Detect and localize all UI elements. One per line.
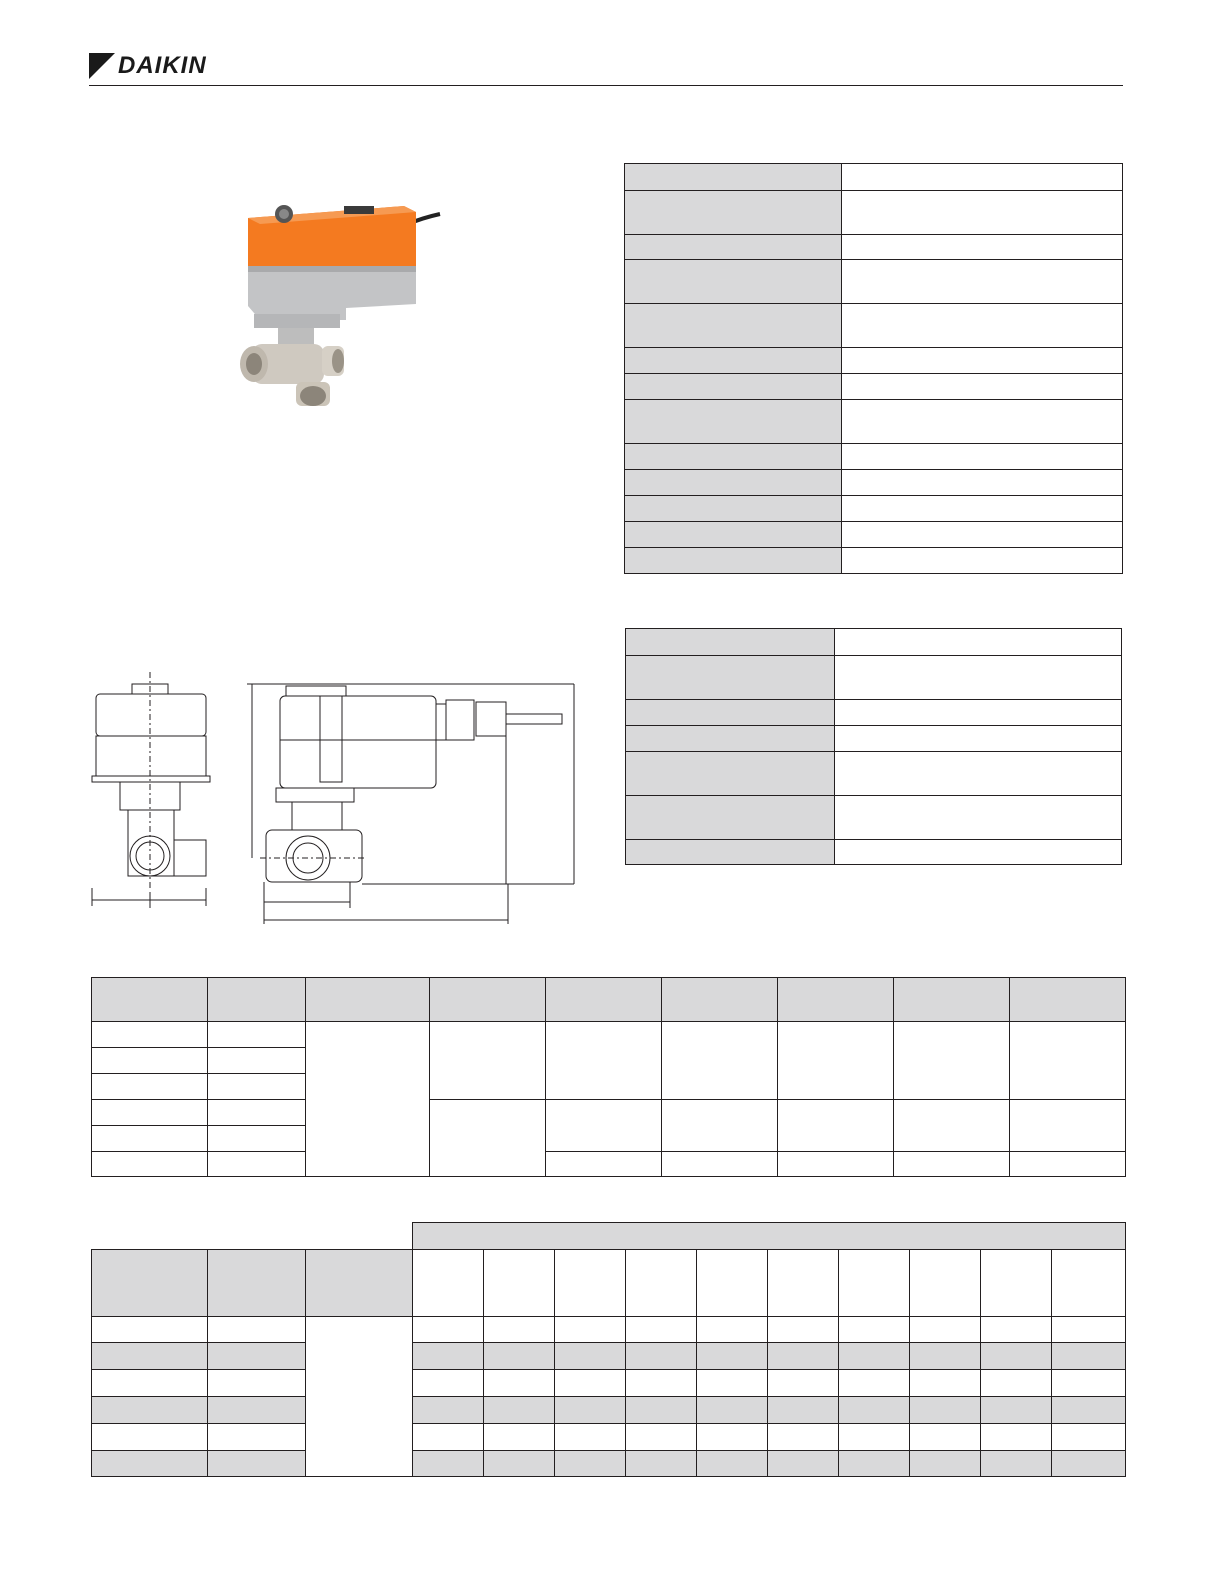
table-cell	[662, 1100, 778, 1152]
table-cell	[1010, 1022, 1126, 1100]
table-cell	[92, 1343, 208, 1370]
table-cell	[208, 1250, 306, 1317]
table-cell	[910, 1397, 981, 1424]
daikin-triangle-icon	[89, 53, 115, 79]
table-cell	[839, 1424, 910, 1451]
table-cell	[894, 1100, 1010, 1152]
table-cell	[625, 496, 842, 522]
actuator-valve-photo	[226, 196, 452, 414]
table-cell	[625, 470, 842, 496]
table-cell	[1010, 978, 1126, 1022]
table-cell	[555, 1370, 626, 1397]
table-cell	[626, 700, 835, 726]
table-cell	[626, 726, 835, 752]
table-cell	[413, 1397, 484, 1424]
table-cell	[768, 1397, 839, 1424]
table-cell	[1010, 1152, 1126, 1177]
table-cell	[839, 1397, 910, 1424]
table-cell	[1052, 1451, 1126, 1477]
table-cell	[626, 656, 835, 700]
table-cell	[626, 752, 835, 796]
table-cell	[894, 1152, 1010, 1177]
table-cell	[910, 1451, 981, 1477]
table-cell	[697, 1343, 768, 1370]
table-cell	[92, 1074, 208, 1100]
table-cell	[208, 1100, 306, 1126]
table-cell	[626, 1397, 697, 1424]
flow-table	[91, 1222, 1126, 1477]
table-cell	[484, 1424, 555, 1451]
table-cell	[839, 1370, 910, 1397]
table-cell	[625, 374, 842, 400]
table-cell	[413, 1343, 484, 1370]
table-cell	[768, 1343, 839, 1370]
table-cell	[1010, 1100, 1126, 1152]
table-cell	[842, 304, 1123, 348]
table-cell	[778, 978, 894, 1022]
table-cell	[626, 796, 835, 840]
table-cell	[768, 1451, 839, 1477]
table-cell	[626, 1250, 697, 1317]
table-cell	[842, 548, 1123, 574]
table-cell	[768, 1250, 839, 1317]
table-cell	[910, 1250, 981, 1317]
table-cell	[92, 1100, 208, 1126]
table-cell	[697, 1451, 768, 1477]
table-cell	[842, 164, 1123, 191]
table-cell	[778, 1022, 894, 1100]
table-cell	[546, 1152, 662, 1177]
table-cell	[842, 260, 1123, 304]
table-cell	[306, 1250, 413, 1317]
table-cell	[910, 1317, 981, 1343]
table-cell	[835, 656, 1122, 700]
table-cell	[555, 1317, 626, 1343]
table-cell	[430, 1100, 546, 1177]
table-cell	[625, 164, 842, 191]
table-cell	[555, 1451, 626, 1477]
table-cell	[981, 1451, 1052, 1477]
table-cell	[835, 700, 1122, 726]
table-cell	[92, 1152, 208, 1177]
table-cell	[208, 1126, 306, 1152]
table-cell	[842, 522, 1123, 548]
table-cell	[981, 1370, 1052, 1397]
table-cell	[662, 978, 778, 1022]
valve-dimension-drawing	[84, 668, 584, 930]
table-cell	[835, 629, 1122, 656]
table-cell	[555, 1250, 626, 1317]
table-cell	[839, 1343, 910, 1370]
table-cell	[413, 1223, 1126, 1250]
table-cell	[835, 752, 1122, 796]
table-cell	[842, 444, 1123, 470]
table-cell	[306, 978, 430, 1022]
table-cell	[697, 1424, 768, 1451]
table-cell	[839, 1317, 910, 1343]
table-cell	[484, 1451, 555, 1477]
table-cell	[546, 978, 662, 1022]
brand-logo	[89, 53, 207, 79]
dimension-table	[91, 977, 1126, 1177]
table-cell	[697, 1397, 768, 1424]
brand-name: DAIKIN	[118, 52, 207, 79]
table-cell	[555, 1397, 626, 1424]
table-cell	[626, 1451, 697, 1477]
table-cell	[306, 1317, 413, 1477]
table-cell	[92, 1250, 208, 1317]
table-cell	[208, 1451, 306, 1477]
table-cell	[413, 1451, 484, 1477]
table-cell	[625, 522, 842, 548]
table-cell	[778, 1100, 894, 1152]
table-cell	[839, 1451, 910, 1477]
table-cell	[625, 348, 842, 374]
table-cell	[625, 191, 842, 235]
table-cell	[413, 1424, 484, 1451]
table-cell	[697, 1370, 768, 1397]
table-cell	[92, 1022, 208, 1048]
table-cell	[894, 978, 1010, 1022]
table-cell	[626, 1424, 697, 1451]
table-cell	[92, 1424, 208, 1451]
table-cell	[625, 548, 842, 574]
table-cell	[625, 304, 842, 348]
table-cell	[768, 1370, 839, 1397]
table-cell	[208, 1397, 306, 1424]
table-cell	[92, 978, 208, 1022]
table-cell	[1052, 1317, 1126, 1343]
table-cell	[778, 1152, 894, 1177]
table-cell	[894, 1022, 1010, 1100]
table-cell	[626, 629, 835, 656]
table-cell	[208, 1022, 306, 1048]
table-cell	[208, 1152, 306, 1177]
table-cell	[1052, 1250, 1126, 1317]
table-cell	[208, 1424, 306, 1451]
table-cell	[625, 260, 842, 304]
table-cell	[697, 1317, 768, 1343]
table-cell	[842, 400, 1123, 444]
header-rule	[89, 85, 1123, 86]
table-cell	[625, 444, 842, 470]
table-cell	[981, 1397, 1052, 1424]
table-cell	[626, 1343, 697, 1370]
table-cell	[208, 1074, 306, 1100]
table-cell	[626, 1317, 697, 1343]
table-cell	[662, 1152, 778, 1177]
table-cell	[208, 978, 306, 1022]
table-cell	[484, 1397, 555, 1424]
table-cell	[697, 1250, 768, 1317]
table-cell	[981, 1250, 1052, 1317]
table-cell	[835, 726, 1122, 752]
spec-table-2	[625, 628, 1122, 865]
table-cell	[1052, 1343, 1126, 1370]
table-cell	[92, 1317, 208, 1343]
table-cell	[626, 1370, 697, 1397]
table-cell	[208, 1048, 306, 1074]
table-cell	[413, 1370, 484, 1397]
table-cell	[430, 1022, 546, 1100]
table-cell	[662, 1022, 778, 1100]
table-cell	[842, 348, 1123, 374]
table-cell	[92, 1370, 208, 1397]
table-cell	[208, 1317, 306, 1343]
table-cell	[625, 235, 842, 260]
table-cell	[981, 1343, 1052, 1370]
table-cell	[835, 796, 1122, 840]
table-cell	[1052, 1397, 1126, 1424]
table-cell	[910, 1370, 981, 1397]
table-cell	[625, 400, 842, 444]
table-cell	[768, 1424, 839, 1451]
table-cell	[768, 1317, 839, 1343]
table-cell	[842, 235, 1123, 260]
spec-table-1	[624, 163, 1123, 574]
table-cell	[413, 1250, 484, 1317]
table-cell	[484, 1370, 555, 1397]
table-cell	[842, 470, 1123, 496]
table-cell	[555, 1424, 626, 1451]
table-cell	[839, 1250, 910, 1317]
table-cell	[981, 1424, 1052, 1451]
table-cell	[555, 1343, 626, 1370]
table-cell	[92, 1397, 208, 1424]
table-cell	[910, 1424, 981, 1451]
table-cell	[208, 1343, 306, 1370]
table-cell	[546, 1022, 662, 1100]
table-cell	[484, 1343, 555, 1370]
table-cell	[92, 1223, 413, 1250]
table-cell	[835, 840, 1122, 865]
table-cell	[842, 374, 1123, 400]
table-cell	[842, 496, 1123, 522]
table-cell	[1052, 1370, 1126, 1397]
table-cell	[306, 1022, 430, 1177]
table-cell	[484, 1317, 555, 1343]
table-cell	[484, 1250, 555, 1317]
table-cell	[910, 1343, 981, 1370]
table-cell	[842, 191, 1123, 235]
table-cell	[981, 1317, 1052, 1343]
table-cell	[208, 1370, 306, 1397]
table-cell	[92, 1048, 208, 1074]
table-cell	[546, 1100, 662, 1152]
table-cell	[92, 1126, 208, 1152]
table-cell	[413, 1317, 484, 1343]
table-cell	[430, 978, 546, 1022]
table-cell	[626, 840, 835, 865]
table-cell	[92, 1451, 208, 1477]
table-cell	[1052, 1424, 1126, 1451]
